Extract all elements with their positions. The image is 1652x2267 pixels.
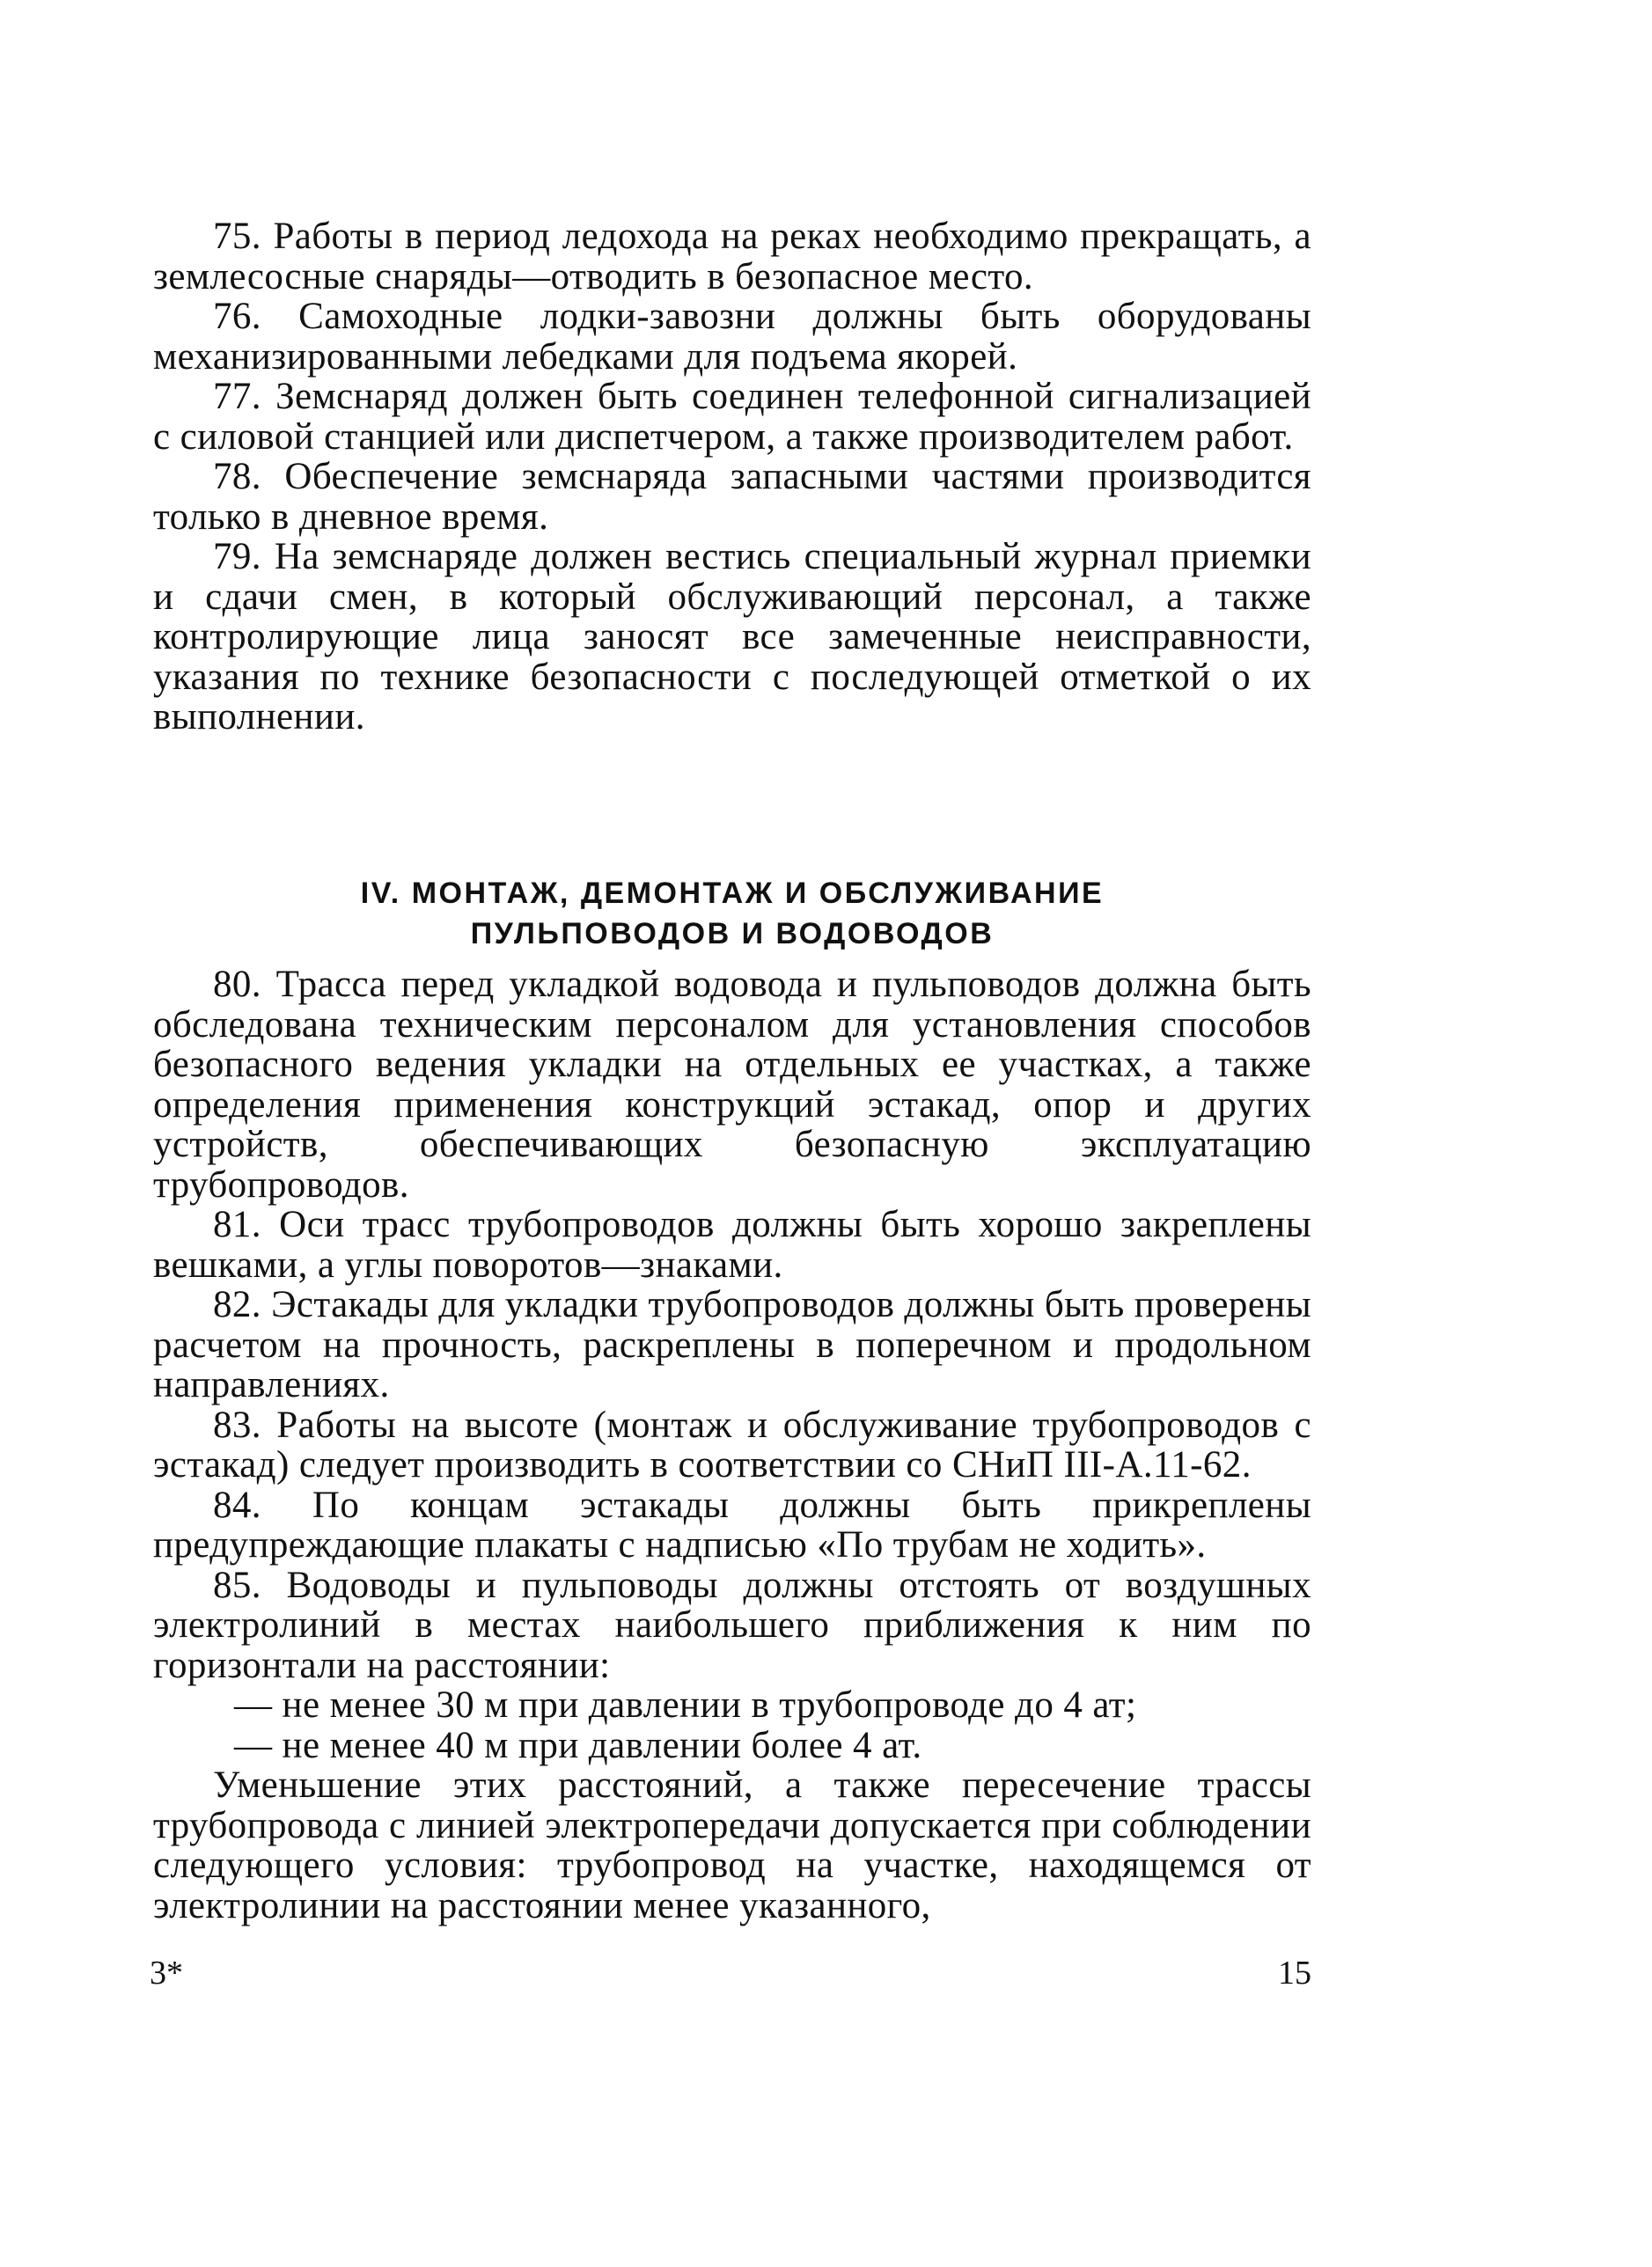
paragraph-75: 75. Работы в период ледохода на реках необходимо прекращать, а землесосные снаряды—отводить в безопасное место. [153,216,1311,297]
section-heading [153,873,1311,954]
signature-mark: 3* [150,1955,183,1992]
paragraph-80: 80. Трасса перед укладкой водовода и пульповодов должна быть обследована техническим персоналом для установления способов безопасного ведения укладки на отдельных ее участках, а также определения применения конструкций эстакад, опор и других устройств, обеспечивающих безопасную эксплуатацию трубопроводов. [153,964,1311,1206]
section-paragraphs [153,965,1311,1926]
top-paragraphs [153,216,1311,737]
paragraph-85: 85. Водоводы и пульповоды должны отстоять от воздушных электролиний в местах наибольшего приближения к ним по горизонтали на расстоянии: [153,1564,1311,1686]
paragraph-82: 82. Эстакады для укладки трубопроводов должны быть проверены расчетом на прочность, раскреплены в поперечном и продольном направлениях. [153,1284,1312,1405]
paragraph-79: 79. На земснаряде должен вестись специальный журнал приемки и сдачи смен, в который обслуживающий персонал, а также контролирующие лица заносят все замеченные неисправности, указания по технике безопасности с последующей отметкой о их выполнении. [153,536,1311,737]
paragraph-76: 76. Самоходные лодки-завозни должны быть оборудованы механизированными лебедками для подъема якорей. [153,296,1311,378]
paragraph-83: 83. Работы на высоте (монтаж и обслуживание трубопроводов с эстакад) следует производить в соответствии со СНиП III-А.11-62. [153,1404,1311,1486]
paragraph-84: 84. По концам эстакады должны быть прикреплены предупреждающие плакаты с надписью «По трубам не ходить». [153,1484,1311,1566]
paragraph-78: 78. Обеспечение земснаряда запасными частями производится только в дневное время. [153,456,1311,538]
section-heading-line-1: IV. МОНТАЖ, ДЕМОНТАЖ И ОБСЛУЖИВАНИЕ [360,877,1105,910]
paragraph-81: 81. Оси трасс трубопроводов должны быть хорошо закреплены вешками, а углы поворотов—знаками. [153,1204,1311,1286]
page-number: 15 [1278,1955,1311,1992]
dash-item-40m: — не менее 40 м при давлении более 4 ат. [234,1724,922,1766]
closing-paragraph: Уменьшение этих расстояний, а также пересечение трассы трубопровода с линией электропередачи допускается при соблюдении следующего условия: трубопровод на участке, находящемся от электролинии на расстоянии менее указанного, [153,1764,1311,1926]
dash-item-30m: — не менее 30 м при давлении в трубопроводе до 4 ат; [234,1684,1137,1726]
section-heading-line-2: ПУЛЬПОВОДОВ И ВОДОВОДОВ [470,917,995,950]
paragraph-77: 77. Земснаряд должен быть соединен телефонной сигнализацией с силовой станцией или диспетчером, а также производителем работ. [153,376,1311,458]
